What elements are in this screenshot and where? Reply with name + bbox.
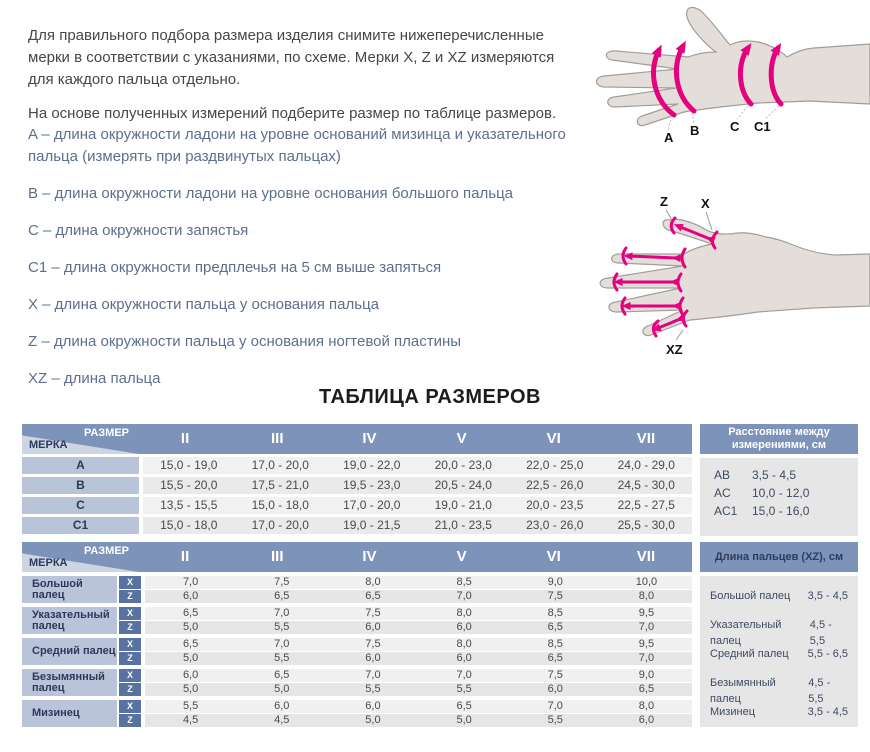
xz-badge-column: [119, 700, 141, 727]
size-column-header: III: [271, 430, 284, 447]
x-badge: X: [119, 700, 141, 713]
x-values-band: [145, 669, 692, 682]
definition-item: Z – длина окружности пальца у основания ногтевой пластины: [28, 333, 462, 350]
finger-values-bands: [145, 638, 692, 665]
size-value-cell: 9,5: [638, 638, 655, 650]
z-values-band: [145, 652, 692, 665]
corner-size-label: РАЗМЕР: [83, 545, 129, 557]
size-value-cell: 7,0: [365, 669, 381, 681]
size-table-fingers: [22, 542, 692, 727]
size-value-cell: 7,0: [456, 590, 472, 602]
size-value-cell: 8,5: [456, 576, 472, 588]
measure-definitions-list: [28, 124, 593, 405]
size-value-cell: 8,0: [365, 576, 381, 588]
definition-item: A – длина окружности ладони на уровне оснований мизинца и указательного пальца (измерять при раздвинутых пальцах): [28, 126, 566, 165]
size-value-cell: 22,5 - 26,0: [526, 478, 584, 492]
size-value-cell: 6,5: [365, 590, 381, 602]
size-value-cell: 17,0 - 20,0: [251, 518, 309, 532]
size-value-cell: 7,0: [182, 576, 199, 588]
size-value-cell: 5,0: [182, 683, 199, 695]
size-value-cell: 6,0: [182, 669, 199, 681]
hand-diagram-circumferences: [588, 2, 870, 152]
size-value-cell: 7,0: [638, 621, 655, 633]
finger-values-bands: [145, 576, 692, 603]
finger-name-label: Указательный палец: [22, 607, 117, 634]
measure-row-label: C1: [22, 517, 139, 534]
xz-badge-column: [119, 638, 141, 665]
table-row: [22, 517, 692, 534]
size-value-cell: 6,0: [365, 652, 381, 664]
corner-measure-label: МЕРКА: [29, 439, 68, 451]
size-value-cell: 24,0 - 29,0: [617, 458, 675, 472]
size-column-header: V: [456, 430, 467, 447]
z-badge: Z: [119, 714, 141, 727]
size-value-cell: 5,5: [274, 621, 290, 633]
size-value-cell: 6,5: [274, 590, 290, 602]
panel-row: [714, 466, 848, 484]
size-column-header: II: [180, 548, 190, 565]
x-values-band: [145, 700, 692, 713]
size-value-cell: 7,0: [274, 607, 290, 619]
panel-row: [710, 704, 848, 720]
size-value-cell: 4,5: [182, 714, 199, 726]
z-badge: Z: [119, 590, 141, 603]
size-value-cell: 8,0: [638, 590, 655, 602]
finger-row-group: [22, 576, 692, 603]
size-value-cell: 6,0: [456, 621, 472, 633]
size-value-cell: 5,0: [182, 652, 199, 664]
panel-finger-lengths-header: Длина пальцев (XZ), см: [700, 542, 858, 572]
finger-name-label: Средний палец: [22, 638, 117, 665]
measure-label-c: C: [730, 119, 740, 134]
size-value-cell: 5,5: [274, 652, 290, 664]
panel-row: [710, 675, 848, 705]
x-badge: X: [119, 576, 141, 589]
size-value-cell: 19,5 - 23,0: [343, 478, 401, 492]
z-values-band: [145, 714, 692, 727]
z-values-band: [145, 590, 692, 603]
row-values-band: [143, 477, 692, 494]
size-value-cell: 17,0 - 20,0: [251, 458, 309, 472]
size-value-cell: 8,5: [547, 607, 563, 619]
measure-label-xz: XZ: [666, 342, 683, 357]
x-badge: X: [119, 607, 141, 620]
size-value-cell: 13,5 - 15,5: [160, 498, 218, 512]
measure-row-label: C: [22, 497, 139, 514]
size-value-cell: 4,5: [274, 714, 290, 726]
panel-row-label: Указательный палец: [710, 619, 782, 647]
finger-row-group: [22, 669, 692, 696]
size-value-cell: 5,5: [182, 700, 199, 712]
row-values-band: [143, 517, 692, 534]
size-value-cell: 8,5: [547, 638, 563, 650]
finger-row-group: [22, 638, 692, 665]
size-value-cell: 6,0: [365, 700, 381, 712]
table-row: [22, 457, 692, 474]
size-value-cell: 6,0: [274, 700, 290, 712]
x-badge: X: [119, 638, 141, 651]
size-value-cell: 10,0: [635, 576, 658, 588]
panel-row-label: Средний палец: [710, 648, 789, 660]
panel-row-label: Безымянный палец: [710, 677, 776, 705]
size-value-cell: 7,5: [365, 638, 381, 650]
size-value-cell: 9,5: [638, 607, 655, 619]
table-row: [22, 497, 692, 514]
definition-item: XZ – длина пальца: [28, 370, 161, 387]
finger-row-group: [22, 607, 692, 634]
panel-row: [714, 484, 848, 502]
measure-row-label: A: [22, 457, 139, 474]
corner-cell: [22, 424, 139, 454]
hand-silhouette: [600, 219, 870, 335]
size-value-cell: 9,0: [638, 669, 655, 681]
size-value-cell: 21,0 - 23,5: [434, 518, 492, 532]
panel-row-value: 5,5 - 6,5: [807, 648, 848, 660]
panel-row-value: 15,0 - 16,0: [752, 504, 810, 518]
size-value-cell: 23,0 - 26,0: [526, 518, 584, 532]
size-column-header: IV: [362, 548, 377, 565]
panel-row-value: 3,5 - 4,5: [807, 706, 848, 718]
size-value-cell: 7,0: [638, 652, 655, 664]
z-values-band: [145, 621, 692, 634]
finger-row-group: [22, 700, 692, 727]
size-column-header: VII: [636, 430, 656, 447]
size-value-cell: 5,0: [365, 714, 381, 726]
finger-name-label: Мизинец: [22, 700, 117, 727]
x-values-band: [145, 576, 692, 589]
panel-finger-lengths: [700, 542, 858, 727]
corner-cell: [22, 542, 139, 572]
size-value-cell: 7,5: [274, 576, 290, 588]
x-badge: X: [119, 669, 141, 682]
xz-badge-column: [119, 669, 141, 696]
size-value-cell: 15,0 - 18,0: [160, 518, 218, 532]
size-table-header: [22, 542, 692, 572]
panel-row-label: Большой палец: [710, 590, 791, 602]
panel-row-value: 4,5 - 5,5: [809, 619, 832, 647]
panel-row-label: AC1: [714, 504, 738, 518]
panel-row-value: 10,0 - 12,0: [752, 486, 810, 500]
corner-size-label: РАЗМЕР: [83, 427, 129, 439]
size-value-cell: 22,0 - 25,0: [526, 458, 584, 472]
x-values-band: [145, 638, 692, 651]
size-value-cell: 6,0: [456, 652, 472, 664]
size-value-cell: 17,5 - 21,0: [251, 478, 309, 492]
size-value-cell: 5,5: [547, 714, 563, 726]
hand-diagram-fingers: [588, 170, 870, 365]
table-row: [22, 477, 692, 494]
size-column-header: VII: [636, 548, 656, 565]
size-column-header: V: [456, 548, 467, 565]
z-values-band: [145, 683, 692, 696]
size-value-cell: 7,0: [274, 638, 290, 650]
size-value-cell: 19,0 - 21,5: [343, 518, 401, 532]
z-badge: Z: [119, 683, 141, 696]
size-value-cell: 19,0 - 22,0: [343, 458, 401, 472]
panel-row: [714, 502, 848, 520]
size-value-cell: 19,0 - 21,0: [434, 498, 492, 512]
intro-paragraph-1: Для правильного подбора размера изделия снимите нижеперечисленные мерки в соответствии с указаниями, по схеме. Мерки X, Z и XZ измеряются для каждого пальца отдельно.: [28, 27, 555, 88]
size-column-header: VI: [546, 548, 561, 565]
panel-row-value: 4,5 - 5,5: [808, 677, 831, 705]
size-value-cell: 9,0: [547, 576, 563, 588]
panel-row-value: 3,5 - 4,5: [752, 468, 797, 482]
size-value-cell: 6,5: [182, 638, 199, 650]
size-value-cell: 8,0: [638, 700, 655, 712]
measure-label-z: Z: [660, 194, 668, 209]
panel-row-value: 3,5 - 4,5: [807, 590, 848, 602]
size-column-header: III: [271, 548, 284, 565]
size-value-cell: 6,0: [547, 683, 563, 695]
measure-label-b: B: [690, 123, 700, 138]
measure-label-c1: C1: [754, 119, 771, 134]
size-value-cell: 7,5: [365, 607, 381, 619]
panel-distances: [700, 424, 858, 536]
finger-name-label: Безымянный палец: [22, 669, 117, 696]
size-value-cell: 20,0 - 23,0: [434, 458, 492, 472]
size-value-cell: 6,5: [456, 700, 472, 712]
x-values-band: [145, 607, 692, 620]
measure-row-label: B: [22, 477, 139, 494]
z-badge: Z: [119, 621, 141, 634]
definition-item: B – длина окружности ладони на уровне основания большого пальца: [28, 185, 514, 202]
size-column-header: VI: [546, 430, 561, 447]
size-value-cell: 5,5: [456, 683, 472, 695]
size-value-cell: 6,0: [182, 590, 199, 602]
size-value-cell: 5,0: [274, 683, 290, 695]
finger-values-bands: [145, 700, 692, 727]
measure-label-a: A: [664, 130, 674, 145]
size-value-cell: 7,5: [547, 669, 563, 681]
finger-values-bands: [145, 669, 692, 696]
definition-item: C – длина окружности запястья: [28, 222, 249, 239]
size-value-cell: 7,5: [547, 590, 563, 602]
size-table-title: ТАБЛИЦА РАЗМЕРОВ: [319, 386, 541, 408]
intro-paragraph-2: На основе полученных измерений подберите размер по таблице размеров.: [28, 105, 557, 122]
size-value-cell: 7,0: [456, 669, 472, 681]
size-value-cell: 6,0: [638, 714, 655, 726]
xz-badge-column: [119, 607, 141, 634]
size-value-cell: 22,5 - 27,5: [617, 498, 675, 512]
panel-row-label: AB: [714, 468, 731, 482]
size-table-header: [22, 424, 692, 454]
size-value-cell: 7,0: [547, 700, 563, 712]
xz-badge-column: [119, 576, 141, 603]
definition-item: X – длина окружности пальца у основания пальца: [28, 296, 380, 313]
size-value-cell: 17,0 - 20,0: [343, 498, 401, 512]
panel-row: [710, 588, 848, 604]
size-value-cell: 6,0: [365, 621, 381, 633]
size-value-cell: 5,0: [456, 714, 472, 726]
row-values-band: [143, 497, 692, 514]
size-value-cell: 15,0 - 19,0: [160, 458, 218, 472]
size-value-cell: 5,0: [182, 621, 199, 633]
size-table-circumferences: [22, 424, 692, 534]
panel-row: [710, 646, 848, 662]
measure-label-x: X: [701, 196, 710, 211]
size-value-cell: 6,5: [547, 621, 563, 633]
size-value-cell: 20,5 - 24,0: [434, 478, 492, 492]
size-value-cell: 6,5: [182, 607, 199, 619]
size-value-cell: 15,0 - 18,0: [251, 498, 309, 512]
size-value-cell: 24,5 - 30,0: [617, 478, 675, 492]
panel-distances-header: Расстояние между измерениями, см: [700, 424, 858, 454]
size-column-header: II: [180, 430, 190, 447]
finger-values-bands: [145, 607, 692, 634]
size-column-header: IV: [362, 430, 377, 447]
size-value-cell: 20,0 - 23,5: [526, 498, 584, 512]
panel-row: [710, 617, 848, 647]
size-value-cell: 25,5 - 30,0: [617, 518, 675, 532]
panel-row-label: AC: [714, 486, 731, 500]
definition-item: C1 – длина окружности предплечья на 5 см выше запяться: [28, 259, 442, 276]
hand-silhouette: [597, 7, 870, 125]
size-value-cell: 15,5 - 20,0: [160, 478, 218, 492]
z-badge: Z: [119, 652, 141, 665]
corner-measure-label: МЕРКА: [29, 557, 68, 569]
size-value-cell: 5,5: [365, 683, 381, 695]
panel-row-label: Мизинец: [710, 706, 755, 718]
size-value-cell: 8,0: [456, 607, 472, 619]
row-values-band: [143, 457, 692, 474]
size-value-cell: 6,5: [638, 683, 655, 695]
finger-name-label: Большой палец: [22, 576, 117, 603]
size-value-cell: 8,0: [456, 638, 472, 650]
size-value-cell: 6,5: [274, 669, 290, 681]
size-value-cell: 6,5: [547, 652, 563, 664]
